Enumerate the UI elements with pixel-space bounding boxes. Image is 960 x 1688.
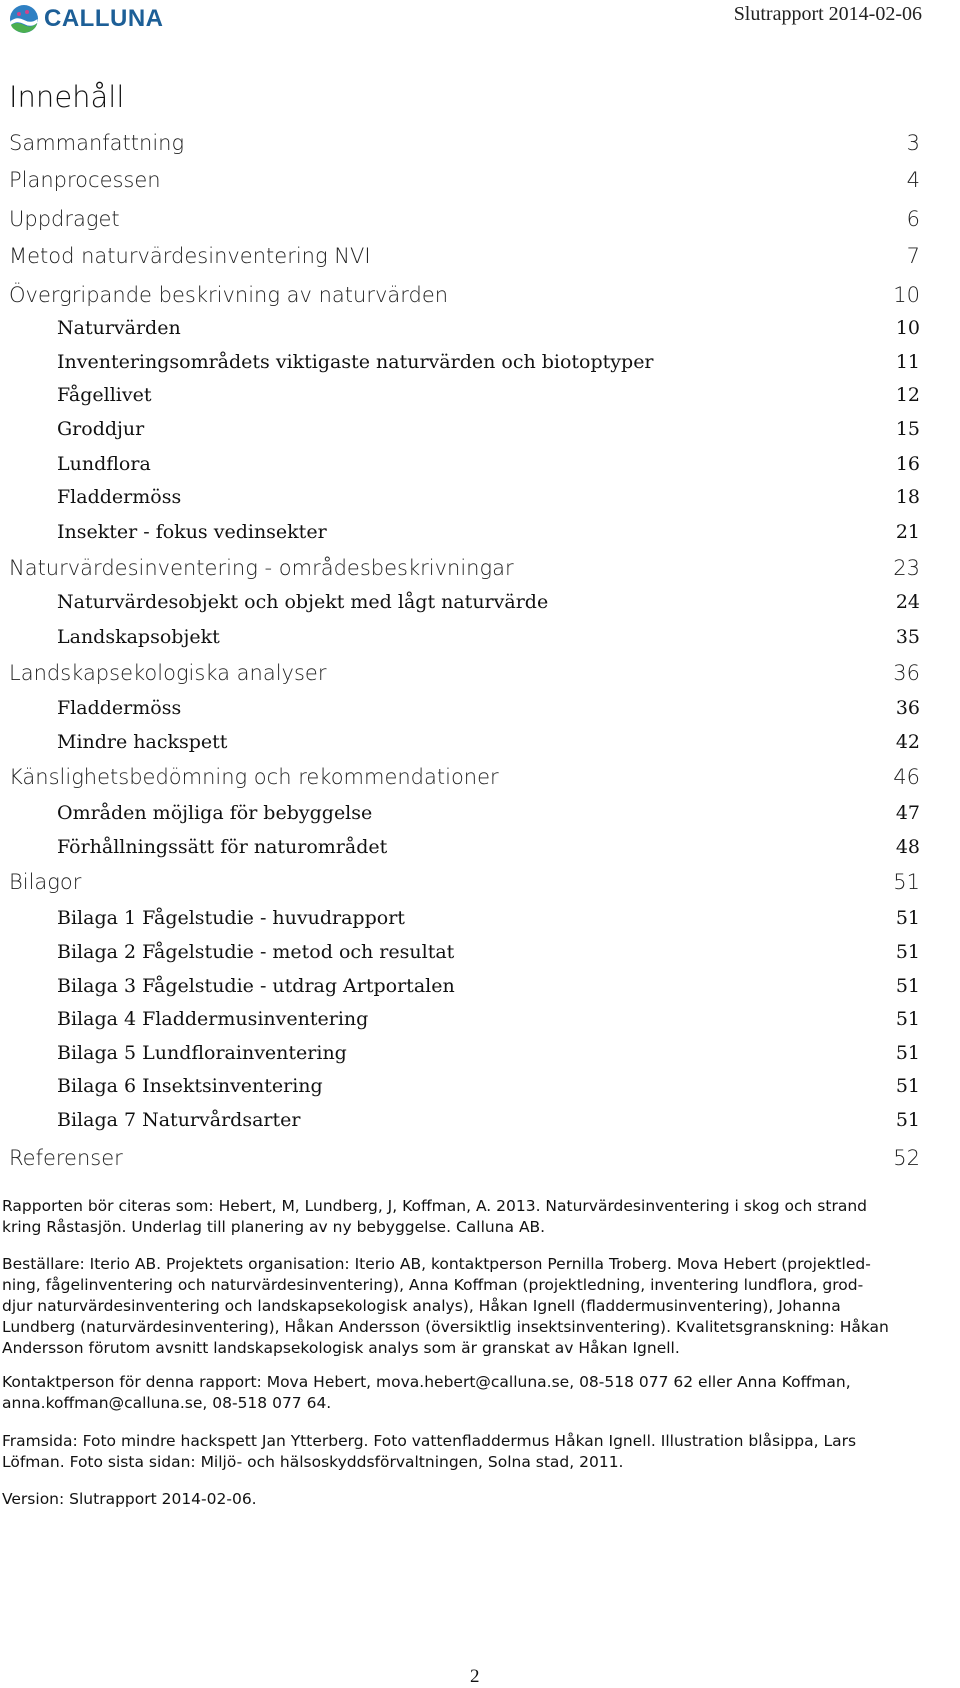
toc-entry[interactable] bbox=[9, 622, 920, 652]
toc-entry-page: 15 bbox=[895, 418, 920, 440]
paragraph-line: kring Råstasjön. Underlag till planering av ny bebyggelse. Calluna AB. bbox=[2, 1218, 546, 1236]
toc-entry[interactable] bbox=[9, 414, 920, 444]
toc-heading: Innehåll bbox=[9, 80, 125, 114]
toc-entry-page: 51 bbox=[895, 907, 920, 929]
toc-entry-page: 51 bbox=[895, 1042, 920, 1064]
toc-entry-page: 51 bbox=[895, 1075, 920, 1097]
toc-entry-title: Mindre hackspett bbox=[57, 731, 228, 753]
toc-entry[interactable] bbox=[9, 693, 920, 723]
toc-entry-title: Förhållningssätt för naturområdet bbox=[57, 836, 388, 858]
toc-entry[interactable] bbox=[9, 128, 920, 158]
toc-entry-page: 36 bbox=[893, 661, 920, 685]
toc-entry-page: 51 bbox=[895, 975, 920, 997]
toc-entry-title: Planprocessen bbox=[9, 168, 161, 192]
toc-entry-title: Landskapsobjekt bbox=[57, 626, 220, 648]
cover-credits-paragraph bbox=[2, 1431, 960, 1473]
toc-entry-title: Bilaga 1 Fågelstudie - huvudrapport bbox=[57, 907, 405, 929]
toc-entry-title: Lundflora bbox=[57, 453, 151, 475]
toc-entry-page: 46 bbox=[893, 765, 920, 789]
toc-entry-title: Naturvärden bbox=[57, 317, 181, 339]
toc-entry-page: 11 bbox=[895, 351, 920, 373]
toc-entry[interactable] bbox=[9, 1071, 920, 1101]
toc-entry-page: 6 bbox=[906, 207, 920, 231]
toc-entry[interactable] bbox=[9, 380, 920, 410]
toc-entry[interactable] bbox=[9, 1105, 920, 1135]
toc-entry[interactable] bbox=[9, 313, 920, 343]
toc-entry-title: Bilaga 5 Lundflorainventering bbox=[57, 1042, 347, 1064]
toc-entry[interactable] bbox=[9, 165, 920, 195]
toc-entry-title: Groddjur bbox=[57, 418, 145, 440]
paragraph-line: anna.koffman@calluna.se, 08-518 077 64. bbox=[2, 1394, 332, 1412]
toc-entry[interactable] bbox=[9, 449, 920, 479]
paragraph-line: Lundberg (naturvärdesinventering), Håkan Andersson (översiktlig insektsinventering). Kvalitetsgranskning: Håkan bbox=[2, 1318, 889, 1336]
toc-entry[interactable] bbox=[9, 937, 920, 967]
toc-entry-title: Bilaga 6 Insektsinventering bbox=[57, 1075, 323, 1097]
toc-entry-title: Uppdraget bbox=[9, 207, 120, 231]
toc-entry[interactable] bbox=[9, 204, 920, 234]
toc-entry-page: 21 bbox=[895, 521, 920, 543]
paragraph-line: ning, fågelinventering och naturvärdesinventering), Anna Koffman (projektledning, inventering lundflora, grod- bbox=[2, 1276, 864, 1294]
toc-entry[interactable] bbox=[9, 587, 920, 617]
toc-entry-page: 51 bbox=[895, 941, 920, 963]
toc-entry-page: 3 bbox=[906, 131, 920, 155]
toc-entry-title: Metod naturvärdesinventering NVI bbox=[9, 244, 371, 268]
toc-entry[interactable] bbox=[9, 658, 920, 688]
toc-entry[interactable] bbox=[9, 1004, 920, 1034]
toc-entry-page: 52 bbox=[893, 1146, 920, 1170]
toc-entry-page: 42 bbox=[895, 731, 920, 753]
toc-entry-title: Inventeringsområdets viktigaste naturvärden och biotoptyper bbox=[57, 351, 654, 373]
version-paragraph bbox=[2, 1489, 960, 1510]
toc-entry-title: Naturvärdesobjekt och objekt med lågt naturvärde bbox=[57, 591, 549, 613]
toc-entry[interactable] bbox=[9, 971, 920, 1001]
toc-entry[interactable] bbox=[9, 482, 920, 512]
toc-entry[interactable] bbox=[9, 832, 920, 862]
paragraph-line: Beställare: Iterio AB. Projektets organisation: Iterio AB, kontaktperson Pernilla Troberg. Mova Hebert (projektled- bbox=[2, 1255, 871, 1273]
contact-paragraph bbox=[2, 1372, 960, 1414]
toc-entry-page: 7 bbox=[906, 244, 920, 268]
calluna-logo bbox=[9, 0, 163, 38]
toc-entry-page: 18 bbox=[895, 486, 920, 508]
toc-entry-page: 23 bbox=[893, 556, 920, 580]
paragraph-line: Rapporten bör citeras som: Hebert, M, Lundberg, J, Koffman, A. 2013. Naturvärdesinventering i skog och strand bbox=[2, 1197, 867, 1215]
toc-entry[interactable] bbox=[9, 280, 920, 310]
toc-entry-title: Insekter - fokus vedinsekter bbox=[57, 521, 327, 543]
toc-entry-title: Fågellivet bbox=[57, 384, 152, 406]
toc-entry-title: Fladdermöss bbox=[57, 697, 182, 719]
toc-entry-page: 51 bbox=[895, 1109, 920, 1131]
toc-entry-page: 10 bbox=[895, 317, 920, 339]
toc-entry-title: Bilagor bbox=[9, 870, 82, 894]
toc-entry-title: Övergripande beskrivning av naturvärden bbox=[9, 283, 449, 307]
paragraph-line: Framsida: Foto mindre hackspett Jan Ytterberg. Foto vattenfladdermus Håkan Ignell. Illustration blåsippa, Lars bbox=[2, 1432, 857, 1450]
toc-entry[interactable] bbox=[9, 347, 920, 377]
calluna-logo-icon bbox=[9, 4, 39, 34]
toc-entry[interactable] bbox=[9, 727, 920, 757]
toc-entry[interactable] bbox=[9, 553, 920, 583]
toc-entry-page: 24 bbox=[895, 591, 920, 613]
logo-text: CALLUNA bbox=[44, 5, 164, 32]
toc-entry-title: Områden möjliga för bebyggelse bbox=[57, 802, 373, 824]
toc-entry[interactable] bbox=[9, 1143, 920, 1173]
toc-entry-title: Bilaga 2 Fågelstudie - metod och resultat bbox=[57, 941, 455, 963]
toc-entry-title: Bilaga 7 Naturvårdsarter bbox=[57, 1109, 301, 1131]
toc-entry[interactable] bbox=[9, 762, 920, 792]
toc-entry-title: Sammanfattning bbox=[9, 131, 185, 155]
toc-entry[interactable] bbox=[9, 867, 920, 897]
toc-entry-title: Naturvärdesinventering - områdesbeskrivningar bbox=[9, 556, 514, 580]
toc-entry[interactable] bbox=[9, 798, 920, 828]
toc-entry-page: 47 bbox=[895, 802, 920, 824]
toc-entry-title: Landskapsekologiska analyser bbox=[9, 661, 327, 685]
toc-entry-page: 16 bbox=[895, 453, 920, 475]
document-version-label: Slutrapport 2014-02-06 bbox=[733, 3, 922, 25]
toc-entry[interactable] bbox=[9, 517, 920, 547]
toc-entry[interactable] bbox=[9, 241, 920, 271]
paragraph-line: djur naturvärdesinventering och landskapsekologisk analys), Håkan Ignell (fladdermusinventering), Johanna bbox=[2, 1297, 841, 1315]
client-organisation-paragraph bbox=[2, 1254, 960, 1359]
toc-entry-page: 36 bbox=[895, 697, 920, 719]
toc-entry[interactable] bbox=[9, 1038, 920, 1068]
toc-entry-title: Bilaga 4 Fladdermusinventering bbox=[57, 1008, 369, 1030]
toc-entry-page: 4 bbox=[906, 168, 920, 192]
toc-entry-page: 35 bbox=[895, 626, 920, 648]
toc-entry-title: Fladdermöss bbox=[57, 486, 182, 508]
paragraph-line: Kontaktperson för denna rapport: Mova Hebert, mova.hebert@calluna.se, 08-518 077 62 eller Anna Koffman, bbox=[2, 1373, 851, 1391]
citation-paragraph bbox=[2, 1196, 960, 1238]
toc-entry-page: 48 bbox=[895, 836, 920, 858]
toc-entry-page: 10 bbox=[893, 283, 920, 307]
version-line: Version: Slutrapport 2014-02-06. bbox=[2, 1490, 257, 1508]
toc-entry-page: 51 bbox=[893, 870, 920, 894]
toc-entry-page: 12 bbox=[895, 384, 920, 406]
page-number: 2 bbox=[470, 1666, 480, 1687]
toc-entry-title: Känslighetsbedömning och rekommendationer bbox=[9, 765, 499, 789]
paragraph-line: Andersson förutom avsnitt landskapsekologisk analys som är granskat av Håkan Ignell. bbox=[2, 1339, 680, 1357]
toc-entry-title: Referenser bbox=[9, 1146, 123, 1170]
toc-entry-page: 51 bbox=[895, 1008, 920, 1030]
paragraph-line: Löfman. Foto sista sidan: Miljö- och hälsoskyddsförvaltningen, Solna stad, 2011. bbox=[2, 1453, 624, 1471]
toc-entry[interactable] bbox=[9, 903, 920, 933]
toc-entry-title: Bilaga 3 Fågelstudie - utdrag Artportalen bbox=[57, 975, 455, 997]
